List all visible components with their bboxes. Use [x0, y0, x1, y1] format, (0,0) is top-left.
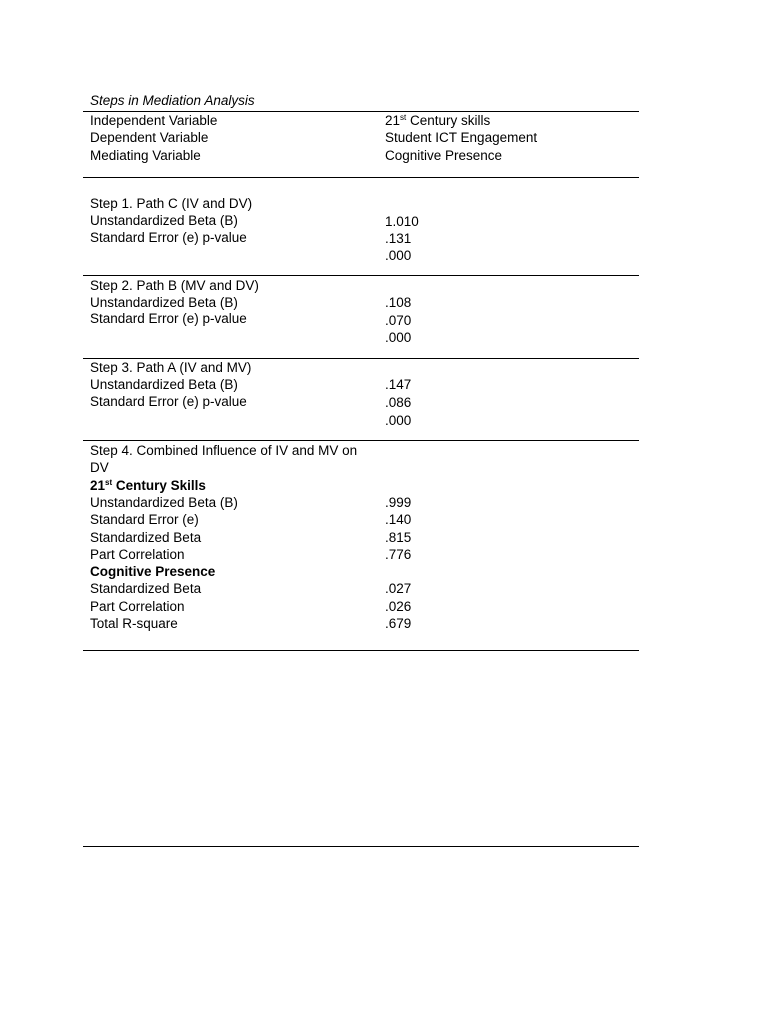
- step4-label: Part Correlation: [90, 547, 185, 562]
- rule-bottom: [83, 650, 639, 651]
- step4-label: Unstandardized Beta (B): [90, 495, 238, 510]
- step3-value: .147: [385, 377, 412, 392]
- step2-label: Unstandardized Beta (B): [90, 295, 238, 310]
- step2-value: .070: [385, 313, 412, 328]
- step4-value: .776: [385, 547, 412, 562]
- rule-footer: [83, 846, 639, 847]
- step2-title: Step 2. Path B (MV and DV): [90, 278, 259, 293]
- step1-value: .131: [385, 231, 412, 246]
- step4-label: Part Correlation: [90, 599, 185, 614]
- dv-label: Dependent Variable: [90, 130, 209, 145]
- step4-section1-title: 21st Century Skills: [90, 478, 206, 493]
- step4-value: .999: [385, 495, 412, 510]
- dv-value: Student ICT Engagement: [385, 130, 538, 145]
- step2-label: Standard Error (e) p-value: [90, 311, 247, 326]
- step4-label: Standardized Beta: [90, 530, 202, 545]
- rule-after-step1: [83, 275, 639, 276]
- mv-value: Cognitive Presence: [385, 148, 503, 163]
- step1-label: Standard Error (e) p-value: [90, 230, 247, 245]
- step1-title: Step 1. Path C (IV and DV): [90, 196, 253, 211]
- step1-value: .000: [385, 248, 412, 263]
- step2-value: .000: [385, 330, 412, 345]
- step3-title: Step 3. Path A (IV and MV): [90, 360, 252, 375]
- iv-label: Independent Variable: [90, 113, 218, 128]
- rule-after-step3: [83, 440, 639, 441]
- step1-value: 1.010: [385, 214, 419, 229]
- step4-value: .027: [385, 581, 412, 596]
- step3-label: Unstandardized Beta (B): [90, 377, 238, 392]
- step4-label: Standard Error (e): [90, 512, 199, 527]
- step4-value: .679: [385, 616, 412, 631]
- step3-label: Standard Error (e) p-value: [90, 394, 247, 409]
- table-title: Steps in Mediation Analysis: [90, 93, 255, 108]
- mv-label: Mediating Variable: [90, 148, 201, 163]
- step4-label: Total R-square: [90, 616, 178, 631]
- step4-value: .026: [385, 599, 412, 614]
- step4-value: .140: [385, 512, 412, 527]
- step4-value: .815: [385, 530, 412, 545]
- step4-section2-title: Cognitive Presence: [90, 564, 216, 579]
- step4-title: Step 4. Combined Influence of IV and MV on DV: [90, 443, 358, 475]
- iv-value: 21st Century skills: [385, 113, 491, 128]
- step2-value: .108: [385, 295, 412, 310]
- rule-after-header: [83, 177, 639, 178]
- step3-value: .086: [385, 395, 412, 410]
- step4-label: Standardized Beta: [90, 581, 202, 596]
- step3-value: .000: [385, 413, 412, 428]
- step1-label: Unstandardized Beta (B): [90, 213, 238, 228]
